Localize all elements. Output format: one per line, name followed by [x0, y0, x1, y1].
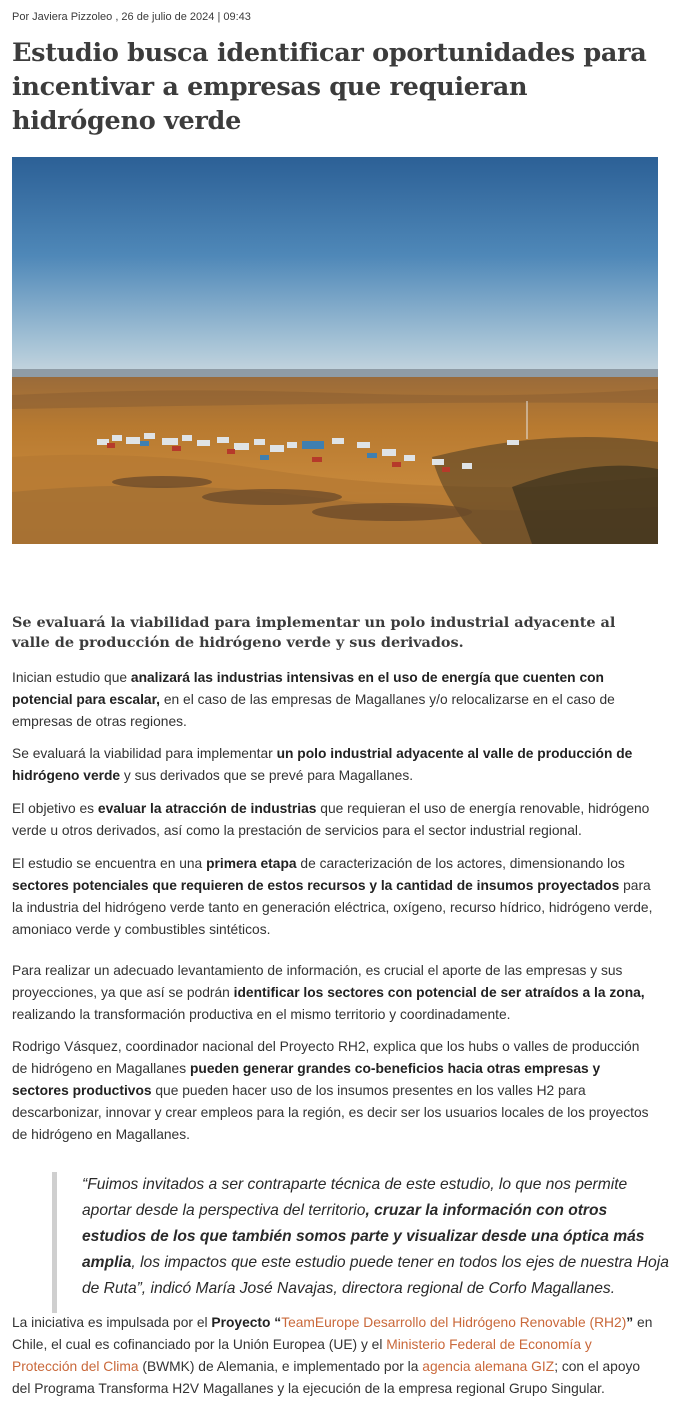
article-lead: Se evaluará la viabilidad para implementar un polo industrial adyacente al valle de producción de hidrógeno verde y sus derivados.	[12, 614, 616, 651]
article-photo	[12, 157, 658, 544]
link-teameurope-rh2[interactable]: TeamEurope Desarrollo del Hidrógeno Renovable (RH2)	[281, 1315, 627, 1330]
paragraph-7: La iniciativa es impulsada por el Proyecto “TeamEurope Desarrollo del Hidrógeno Renovable (RH2)” en Chile, el cual es cofinanciado por la Unión Europea (UE) y el Ministerio Federal de Economía y Protección del Clima (BWMK) de Alemania, e implementado por la agencia alemana GIZ; con el apoyo del Programa Transforma H2V Magallanes y la ejecución de la empresa regional Grupo Singular.	[12, 1315, 653, 1396]
paragraph-2: Se evaluará la viabilidad para implementar un polo industrial adyacente al valle de producción de hidrógeno verde y sus derivados que se prevé para Magallanes.	[12, 746, 633, 783]
paragraph-5: Para realizar un adecuado levantamiento de información, es crucial el aporte de las empresas y sus proyecciones, ya que así se podrán identificar los sectores con potencial de ser atraídos a la zona, realizando la transformación productiva en el mismo territorio y coordinadamente.	[12, 963, 645, 1022]
link-ministerio-federal[interactable]: Ministerio Federal de Economía y Protección del Clima	[12, 1337, 592, 1374]
quote-text: “Fuimos invitados a ser contraparte técnica de este estudio, lo que nos permite aportar desde la perspectiva del territorio, cruzar la información con otros estudios de los que también somos parte y visualizar desde una óptica más amplia, los impactos que este estudio puede tener en todos los ejes de nuestra Hoja de Ruta”, indicó María José Navajas, directora regional de Corfo Magallanes.	[82, 1176, 669, 1297]
link-agencia-giz[interactable]: agencia alemana GIZ	[422, 1359, 555, 1374]
paragraph-3: El objetivo es evaluar la atracción de industrias que requieran el uso de energía renovable, hidrógeno verde u otros derivados, así como la prestación de servicios para el sector industrial regional.	[12, 801, 650, 838]
paragraph-1: Inician estudio que analizará las industrias intensivas en el uso de energía que cuenten con potencial para escalar, en el caso de las empresas de Magallanes y/o relocalizarse en el caso de empresas de otras regiones.	[12, 670, 615, 729]
article-title: Estudio busca identificar oportunidades para incentivar a empresas que requieran hidrógeno verde	[12, 38, 647, 136]
paragraph-4: El estudio se encuentra en una primera etapa de caracterización de los actores, dimensionando los sectores potenciales que requieren de estos recursos y la cantidad de insumos proyectados para la industria del hidrógeno verde tanto en generación eléctrica, oxígeno, recurso hídrico, hidrógeno verde, amoniaco verde y combustibles sintéticos.	[12, 856, 653, 937]
article-byline: Por Javiera Pizzoleo , 26 de julio de 2024 | 09:43	[12, 11, 251, 23]
paragraph-6: Rodrigo Vásquez, coordinador nacional del Proyecto RH2, explica que los hubs o valles de producción de hidrógeno en Magallanes pueden generar grandes co-beneficios hacia otras empresas y sectores productivos que pueden hacer uso de los insumos presentes en los valles H2 para descarbonizar, innovar y crear empleos para la región, es decir ser los usuarios locales de los proyectos de hidrógeno en Magallanes.	[12, 1039, 649, 1142]
pull-quote	[52, 1172, 673, 1313]
